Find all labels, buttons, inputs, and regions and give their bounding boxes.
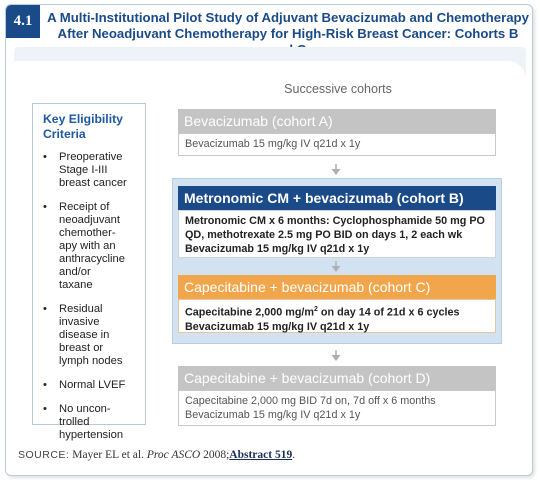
eligibility-item-text: apy with an bbox=[59, 240, 116, 252]
cohort-a-body bbox=[178, 133, 496, 156]
eligibility-item-text: Stage I-III bbox=[59, 164, 108, 176]
cohort-a-title: Bevacizumab (cohort A) bbox=[178, 109, 496, 133]
source-year: 2008; bbox=[200, 449, 230, 461]
cohort-a-line: Bevacizumab 15 mg/kg IV q21d x 1y bbox=[185, 138, 361, 150]
source-end: . bbox=[292, 449, 296, 461]
cohort-d-body bbox=[178, 390, 496, 426]
cohort-d-line: Bevacizumab 15 mg/kg IV q21d x 1y bbox=[185, 409, 361, 421]
cohort-d-title: Capecitabine + bevacizumab (cohort D) bbox=[178, 366, 496, 390]
eligibility-item-text: chemother- bbox=[59, 227, 116, 239]
cohort-b-box bbox=[178, 186, 496, 258]
eligibility-item-text: lymph nodes bbox=[59, 355, 123, 367]
eligibility-item-text: breast cancer bbox=[59, 177, 127, 189]
cohort-b-line: QD, methotrexate 2.5 mg PO BID on days 1, 2 each wk bbox=[185, 229, 463, 241]
source-journal: Proc ASCO bbox=[146, 449, 201, 461]
bullet-icon: • bbox=[43, 379, 47, 391]
cohort-c-line bbox=[185, 303, 489, 320]
cohort-b-line: Metronomic CM x 6 months: Cyclophosphamide 50 mg PO bbox=[185, 215, 485, 227]
source-abstract-link[interactable]: Abstract 519 bbox=[229, 449, 293, 461]
eligibility-item bbox=[41, 379, 145, 392]
figure-number: 4.1 bbox=[6, 5, 40, 38]
cohort-c-line-text: Capecitabine 2,000 mg/m bbox=[185, 306, 315, 319]
cohort-c-line: Bevacizumab 15 mg/kg IV q21d x 1y bbox=[185, 320, 370, 333]
eligibility-list bbox=[41, 151, 145, 453]
eligibility-item-text: and/or bbox=[59, 266, 91, 278]
eligibility-title bbox=[43, 112, 143, 142]
eligibility-box bbox=[32, 103, 146, 441]
cohort-c-line-superscript: 2 bbox=[314, 306, 318, 313]
figure-title-line-1: A Multi-Institutional Pilot Study of Adjuvant Bevacizumab and Chemotherapy bbox=[47, 10, 529, 25]
eligibility-item-text: neoadjuvant bbox=[59, 214, 120, 226]
arrow-down-icon bbox=[330, 164, 342, 176]
eligibility-item bbox=[41, 151, 145, 190]
cohort-c-line-text: on day 14 of 21d x 6 cycles bbox=[317, 306, 460, 319]
bullet-icon: • bbox=[43, 403, 47, 415]
eligibility-item-text: Preoperative bbox=[59, 151, 123, 163]
bullet-icon: • bbox=[43, 303, 47, 315]
cohort-d-box bbox=[178, 366, 496, 426]
eligibility-item bbox=[41, 201, 145, 292]
eligibility-title-line-2: Criteria bbox=[43, 127, 86, 141]
bullet-icon: • bbox=[43, 201, 47, 213]
cohort-a-box bbox=[178, 109, 496, 156]
eligibility-item-text: breast or bbox=[59, 342, 104, 354]
eligibility-item-text: trolled bbox=[59, 416, 90, 428]
arrow-down-icon bbox=[330, 350, 342, 362]
eligibility-item-text: invasive bbox=[59, 316, 100, 328]
cohort-b-body bbox=[178, 210, 496, 258]
eligibility-item-text: Receipt of bbox=[59, 201, 110, 213]
eligibility-item-text: Normal LVEF bbox=[59, 379, 126, 391]
eligibility-item bbox=[41, 403, 145, 442]
cohort-b-title: Metronomic CM + bevacizumab (cohort B) bbox=[178, 186, 496, 210]
eligibility-title-line-1: Key Eligibility bbox=[43, 112, 123, 126]
cohort-c-box bbox=[178, 275, 496, 333]
cohort-c-body bbox=[178, 299, 496, 333]
cohort-d-line: Capecitabine 2,000 mg BID 7d on, 7d off x 6 months bbox=[185, 395, 436, 407]
eligibility-item-text: disease in bbox=[59, 329, 110, 341]
bullet-icon: • bbox=[43, 151, 47, 163]
arrow-down-icon bbox=[330, 261, 342, 273]
eligibility-item-text: hypertension bbox=[59, 429, 124, 441]
cohort-b-line: Bevacizumab 15 mg/kg IV q21d x 1y bbox=[185, 243, 370, 255]
eligibility-item-text: anthracycline bbox=[59, 253, 125, 265]
eligibility-item-text: taxane bbox=[59, 279, 93, 291]
successive-cohorts-label: Successive cohorts bbox=[284, 82, 392, 96]
source-citation bbox=[18, 449, 295, 461]
eligibility-item-text: No uncon- bbox=[59, 403, 111, 415]
cohort-c-title: Capecitabine + bevacizumab (cohort C) bbox=[178, 275, 496, 299]
source-label: SOURCE: bbox=[18, 449, 70, 461]
eligibility-item-text: Residual bbox=[59, 303, 103, 315]
eligibility-item bbox=[41, 303, 145, 368]
source-authors: Mayer EL et al. bbox=[69, 449, 147, 461]
figure-title-line-2: After Neoadjuvant Chemotherapy for High-Risk Breast Cancer: Cohorts B bbox=[57, 26, 519, 41]
